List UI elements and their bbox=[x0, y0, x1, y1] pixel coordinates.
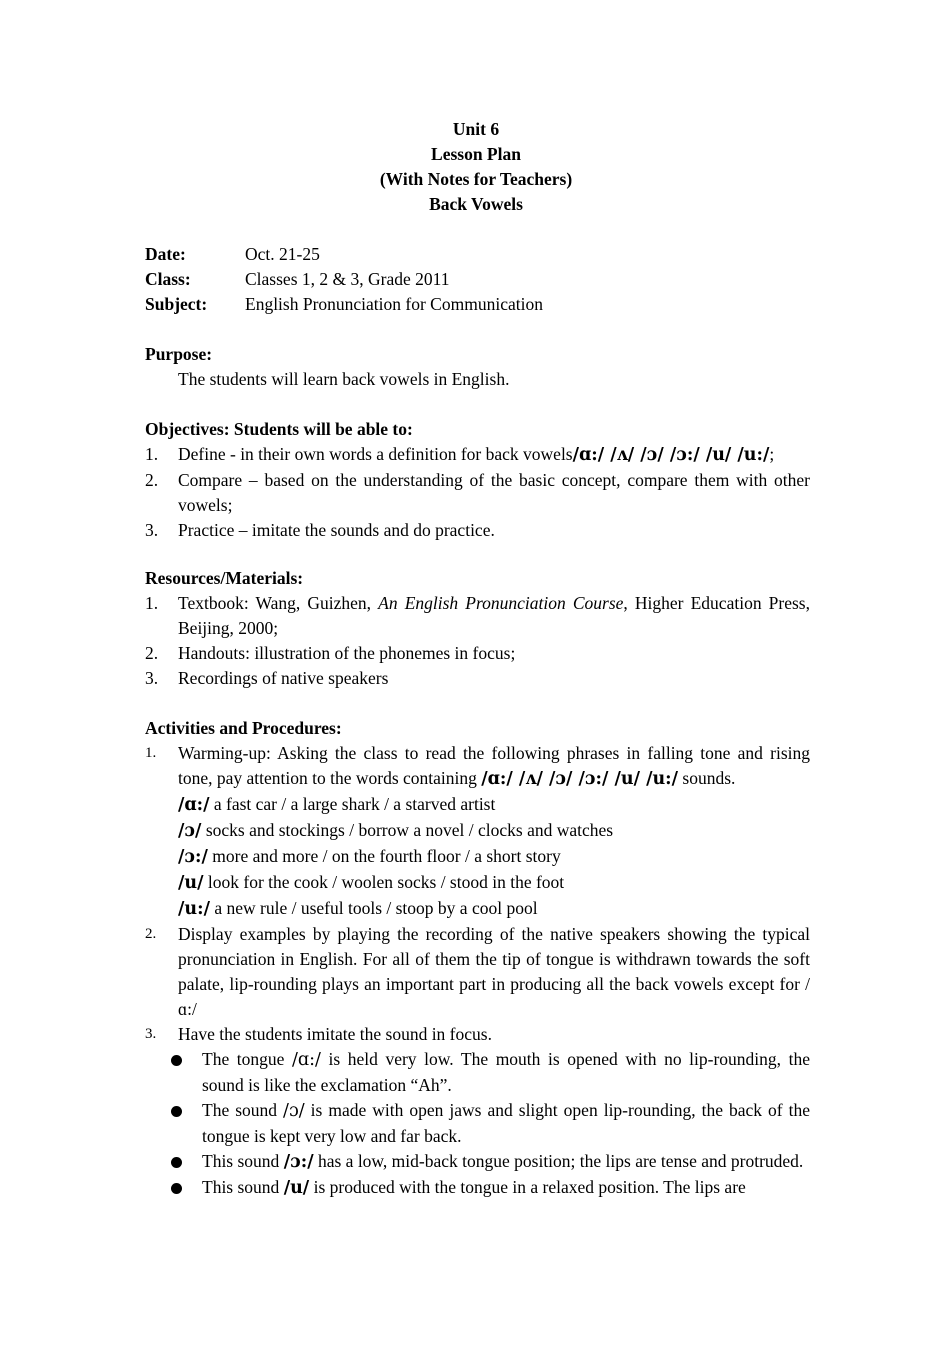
bullet-text: This sound bbox=[202, 1151, 284, 1171]
bullet-text: has a low, mid-back tongue position; the lips are tense and protruded. bbox=[313, 1151, 804, 1171]
item-text: Have the students imitate the sound in focus. bbox=[178, 1024, 492, 1044]
objectives-section bbox=[145, 417, 810, 543]
bullet-text: is made with open jaws and slight open lip-rounding, the back of the tongue is kept very low and far back. bbox=[202, 1100, 810, 1146]
topic-title: Back Vowels bbox=[429, 194, 523, 214]
item-number: 3. bbox=[145, 1026, 157, 1042]
item-text: Compare – based on the understanding of the basic concept, compare them with other vowels; bbox=[178, 470, 810, 515]
bullet-text: is held very low. The mouth is opened with no lip-rounding, the sound is like the exclamation “Ah”. bbox=[202, 1049, 810, 1095]
objective-item bbox=[145, 518, 810, 543]
item-tail: sounds. bbox=[678, 768, 736, 788]
meta-value: Classes 1, 2 & 3, Grade 2011 bbox=[245, 269, 450, 289]
objective-item bbox=[145, 442, 810, 468]
bullet-dot-icon bbox=[171, 1157, 182, 1168]
meta-key: Date: bbox=[145, 244, 186, 264]
item-text: Handouts: illustration of the phonemes in focus; bbox=[178, 643, 516, 663]
example-symbol: /u/ bbox=[178, 873, 204, 893]
resource-item bbox=[145, 591, 810, 641]
meta-date bbox=[145, 242, 543, 267]
bullet-symbol: /u/ bbox=[283, 1178, 310, 1198]
activity-item bbox=[145, 922, 810, 1022]
item-text: Define - in their own words a definition for back vowels bbox=[178, 444, 573, 464]
meta-key: Subject: bbox=[145, 294, 208, 314]
item-text: Warming-up: Asking the class to read the following phrases in falling tone and rising tone, pay attention to the words containing bbox=[178, 743, 810, 788]
activities-heading: Activities and Procedures: bbox=[145, 718, 342, 738]
example-line bbox=[178, 870, 810, 896]
example-symbol: /u:/ bbox=[178, 899, 210, 919]
item-number: 1. bbox=[145, 444, 159, 464]
bullet-text: The sound bbox=[202, 1100, 284, 1120]
item-text: Practice – imitate the sounds and do practice. bbox=[178, 520, 495, 540]
item-number: 2. bbox=[145, 643, 159, 663]
purpose-heading: Purpose: bbox=[145, 344, 213, 364]
example-line bbox=[178, 844, 810, 870]
example-line bbox=[178, 792, 810, 818]
meta-value: Oct. 21-25 bbox=[245, 244, 320, 264]
example-symbol: /ɔ:/ bbox=[178, 847, 208, 867]
item-number: 3. bbox=[145, 520, 159, 540]
meta-subject bbox=[145, 292, 543, 317]
bullet-dot-icon bbox=[171, 1055, 182, 1066]
resource-item bbox=[145, 666, 810, 691]
example-text: a new rule / useful tools / stoop by a cool pool bbox=[209, 898, 538, 918]
example-text: look for the cook / woolen socks / stood in the foot bbox=[203, 872, 565, 892]
activity-item bbox=[145, 1022, 810, 1047]
bullet-list bbox=[145, 1047, 810, 1201]
notes-title: (With Notes for Teachers) bbox=[379, 169, 573, 189]
example-text: more and more / on the fourth floor / a short story bbox=[207, 846, 561, 866]
bullet-dot-icon bbox=[171, 1106, 182, 1117]
item-text: Recordings of native speakers bbox=[178, 668, 389, 688]
resource-item bbox=[145, 641, 810, 666]
example-line bbox=[178, 818, 810, 844]
bullet-symbol: /ɔ/ bbox=[283, 1101, 305, 1121]
example-symbol: /ɔ/ bbox=[178, 821, 202, 841]
item-tail: ; bbox=[769, 444, 775, 464]
item-number: 1. bbox=[145, 745, 157, 761]
book-title: An English Pronunciation Course bbox=[378, 593, 624, 613]
example-symbol: /ɑ:/ bbox=[178, 795, 210, 815]
item-text: , Higher Education Press, Beijing, 2000; bbox=[178, 593, 810, 638]
meta-value: English Pronunciation for Communication bbox=[245, 294, 543, 314]
objective-item bbox=[145, 468, 810, 518]
bullet-item bbox=[202, 1098, 810, 1149]
bullet-text: is produced with the tongue in a relaxed position. The lips are bbox=[309, 1177, 746, 1197]
example-text: a fast car / a large shark / a starved artist bbox=[209, 794, 496, 814]
plan-title: Lesson Plan bbox=[431, 144, 521, 164]
bullet-symbol: /ɑ:/ bbox=[292, 1050, 321, 1070]
item-number: 2. bbox=[145, 926, 157, 942]
ipa-symbols: /ɑ:/ /ʌ/ /ɔ/ /ɔ:/ /u/ /u:/ bbox=[572, 445, 770, 465]
bullet-symbol: /ɔ:/ bbox=[283, 1152, 314, 1172]
meta-class bbox=[145, 267, 543, 292]
example-line bbox=[178, 896, 810, 922]
bullet-text: This sound bbox=[202, 1177, 284, 1197]
item-number: 1. bbox=[145, 593, 159, 613]
lesson-meta bbox=[145, 242, 543, 317]
bullet-dot-icon bbox=[171, 1183, 182, 1194]
activity-item bbox=[145, 741, 810, 922]
item-number: 3. bbox=[145, 668, 159, 688]
bullet-item bbox=[202, 1175, 810, 1201]
example-text: socks and stockings / borrow a novel / clocks and watches bbox=[201, 820, 614, 840]
item-text: Display examples by playing the recording of the native speakers showing the typical pronunciation in English. For all of them the tip of tongue is withdrawn towards the soft palate, lip-rounding plays an important part in producing all the back vowels except for /ɑ:/ bbox=[178, 924, 810, 1019]
activities-section bbox=[145, 716, 810, 1201]
unit-title: Unit 6 bbox=[452, 119, 500, 139]
meta-key: Class: bbox=[145, 269, 191, 289]
document-title bbox=[0, 117, 952, 217]
ipa-symbols: /ɑ:/ /ʌ/ /ɔ/ /ɔ:/ /u/ /u:/ bbox=[481, 769, 679, 789]
resources-section bbox=[145, 566, 810, 691]
objectives-heading: Objectives: Students will be able to: bbox=[145, 419, 413, 439]
purpose-section bbox=[145, 342, 810, 392]
bullet-text: The tongue bbox=[202, 1049, 293, 1069]
bullet-item bbox=[202, 1149, 810, 1175]
item-text: Textbook: Wang, Guizhen, bbox=[178, 593, 379, 613]
item-number: 2. bbox=[145, 470, 159, 490]
resources-heading: Resources/Materials: bbox=[145, 568, 304, 588]
bullet-item bbox=[202, 1047, 810, 1098]
purpose-text: The students will learn back vowels in English. bbox=[178, 369, 510, 389]
